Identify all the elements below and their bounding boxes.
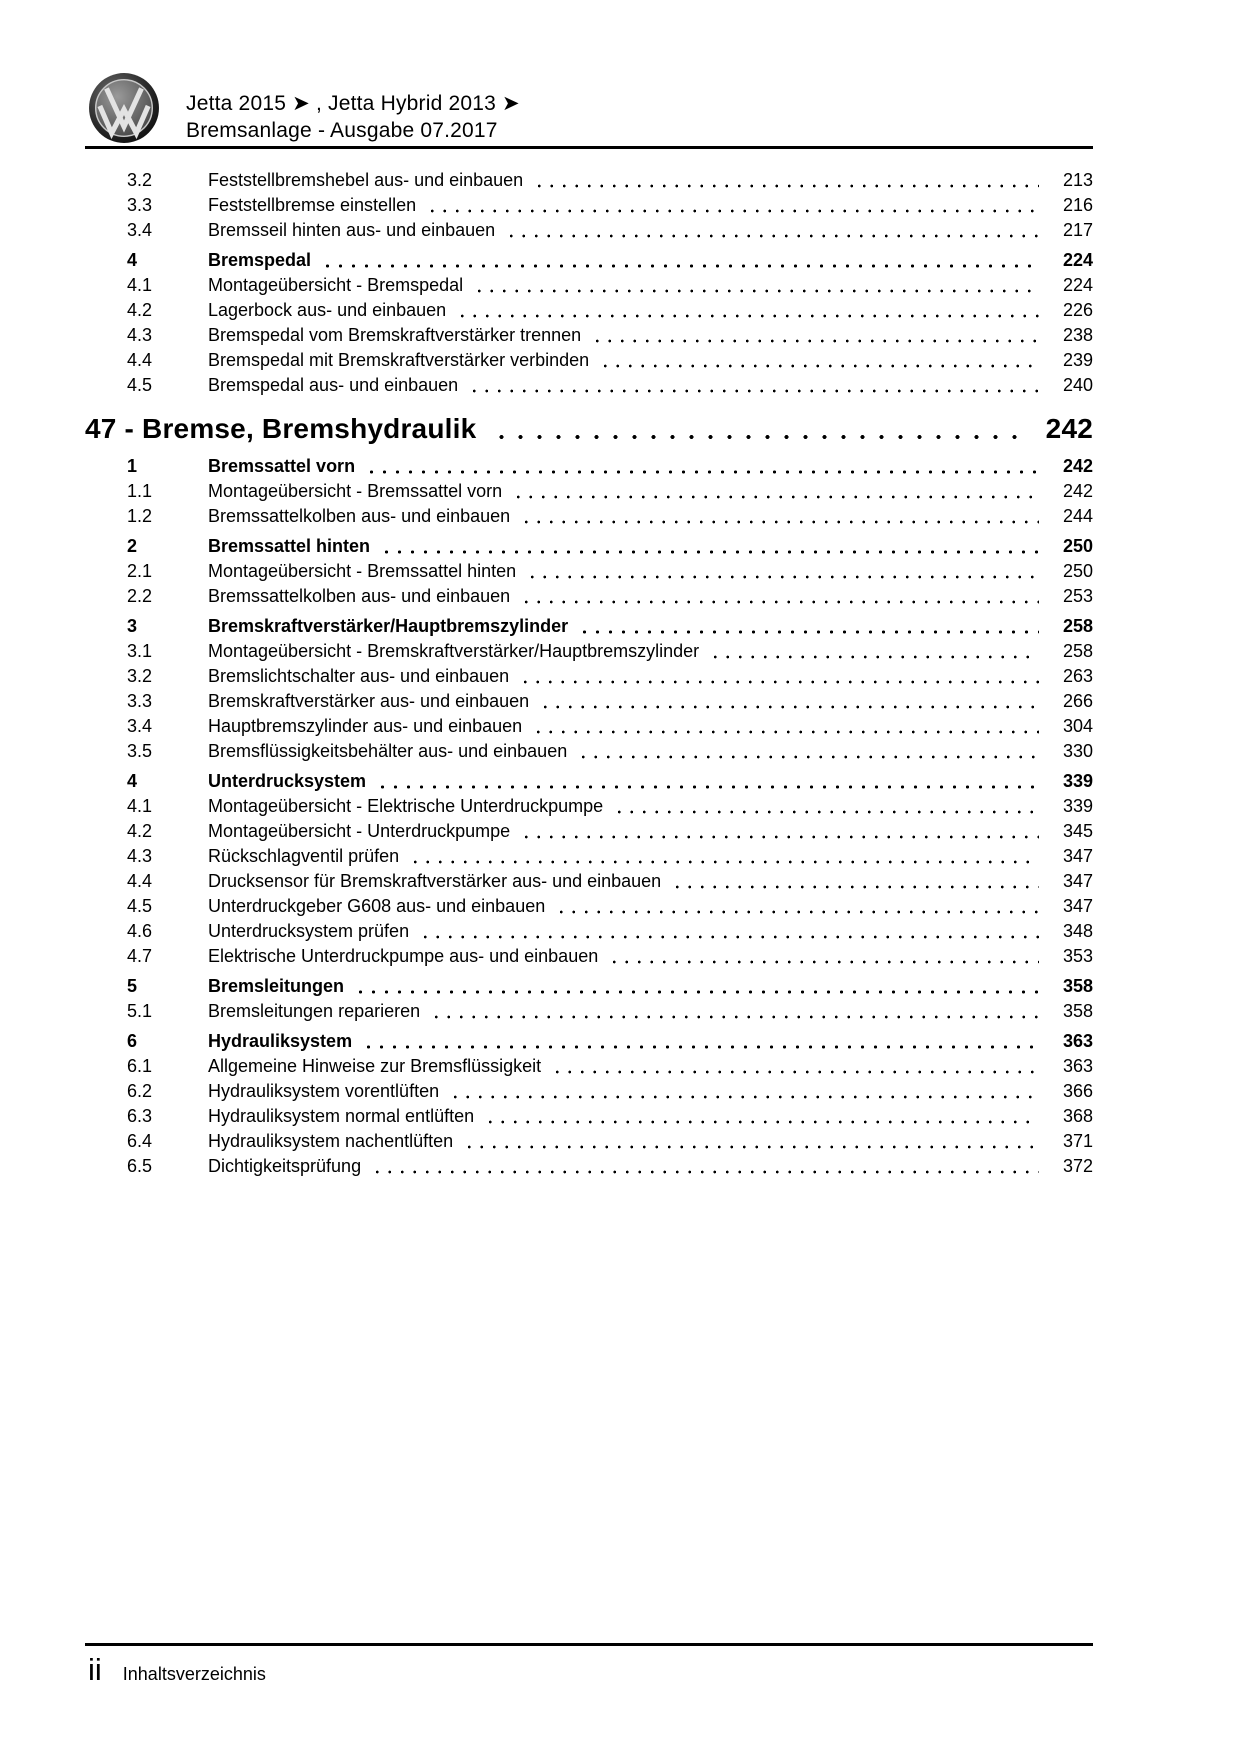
toc-entry-number: 4 xyxy=(127,250,138,270)
toc-entry-page: 330 xyxy=(1062,741,1093,761)
toc-entry xyxy=(85,584,1093,609)
toc-entry-page: 224 xyxy=(1062,275,1093,295)
toc-entry xyxy=(85,1029,1093,1054)
toc-entry-number: 3.1 xyxy=(127,641,153,661)
toc-entry xyxy=(85,974,1093,999)
toc-entry-number: 4 xyxy=(127,771,138,791)
toc-entry xyxy=(85,919,1093,944)
toc-entry-page: 372 xyxy=(1062,1156,1093,1176)
toc-entry-page: 348 xyxy=(1062,921,1093,941)
toc-dot-leader xyxy=(449,1079,1039,1104)
toc-entry xyxy=(85,373,1093,398)
toc-entry-title: Hydrauliksystem normal entlüften xyxy=(208,1106,475,1126)
toc-entry-title: Elektrische Unterdruckpumpe aus- und einbauen xyxy=(208,946,599,966)
toc-dot-leader xyxy=(430,999,1039,1024)
toc-entry-title: Bremssattelkolben aus- und einbauen xyxy=(208,586,511,606)
toc-entry-title: Bremsflüssigkeitsbehälter aus- und einbauen xyxy=(208,741,568,761)
toc-entry-page: 358 xyxy=(1062,1001,1093,1021)
toc-entry xyxy=(85,1054,1093,1079)
toc-entry-page: 216 xyxy=(1062,195,1093,215)
toc-dot-leader xyxy=(532,714,1039,739)
toc-entry-number: 3.2 xyxy=(127,666,153,686)
toc-entry-title: Hydrauliksystem vorentlüften xyxy=(208,1081,440,1101)
toc-entry-title: Bremssattel hinten xyxy=(208,536,371,556)
toc-entry-page: 347 xyxy=(1062,871,1093,891)
toc-entry xyxy=(85,844,1093,869)
toc-entry xyxy=(85,168,1093,193)
toc-entry xyxy=(85,193,1093,218)
toc-entry-page: 371 xyxy=(1062,1131,1093,1151)
header-edition-line: Bremsanlage - Ausgabe 07.2017 xyxy=(186,119,498,142)
toc-dot-leader xyxy=(376,769,1039,794)
toc-entry xyxy=(85,739,1093,764)
toc-entry xyxy=(85,323,1093,348)
toc-entry-title: Unterdrucksystem xyxy=(208,771,367,791)
toc-entry-number: 4.1 xyxy=(127,796,153,816)
toc-entry-title: Dichtigkeitsprüfung xyxy=(208,1156,362,1176)
toc-entry-number: 4.6 xyxy=(127,921,153,941)
toc-entry-page: 242 xyxy=(1062,481,1093,501)
toc-entry-number: 6.3 xyxy=(127,1106,153,1126)
toc-entry-number: 6.4 xyxy=(127,1131,153,1151)
toc-entry-title: Bremsleitungen reparieren xyxy=(208,1001,421,1021)
toc-dot-leader xyxy=(709,639,1039,664)
toc-entry-number: 3.4 xyxy=(127,716,153,736)
toc-entry-page: 266 xyxy=(1062,691,1093,711)
toc-entry-page: 239 xyxy=(1062,350,1093,370)
toc-entry-number: 1 xyxy=(127,456,138,476)
toc-entry-title: Bremslichtschalter aus- und einbauen xyxy=(208,666,510,686)
toc-entry-title: Bremskraftverstärker/Hauptbremszylinder xyxy=(208,616,569,636)
toc-entry-page: 358 xyxy=(1062,976,1093,996)
toc-entry-number: 3.3 xyxy=(127,195,153,215)
toc-dot-leader xyxy=(505,218,1039,243)
toc-entry-number: 2 xyxy=(127,536,138,556)
toc-entry xyxy=(85,714,1093,739)
toc-entry-title: Bremsseil hinten aus- und einbauen xyxy=(208,220,496,240)
toc-entry-title: Hydrauliksystem xyxy=(208,1031,353,1051)
toc-entry-title: Bremspedal vom Bremskraftverstärker trennen xyxy=(208,325,582,345)
toc-entry-page: 368 xyxy=(1062,1106,1093,1126)
toc-entry-page: 242 xyxy=(1062,456,1093,476)
toc-entry-page: 258 xyxy=(1062,641,1093,661)
toc-dot-leader xyxy=(512,479,1039,504)
toc-entry-page: 366 xyxy=(1062,1081,1093,1101)
toc-entry-number: 4.2 xyxy=(127,821,153,841)
toc-entry-number: 4.1 xyxy=(127,275,153,295)
toc-entry-number: 6 xyxy=(127,1031,138,1051)
toc-entry-number: 4.5 xyxy=(127,375,153,395)
toc-entry-title: Hauptbremszylinder aus- und einbauen xyxy=(208,716,523,736)
toc-entry xyxy=(85,559,1093,584)
toc-entry-title: Montageübersicht - Bremssattel vorn xyxy=(208,481,503,501)
toc-entry-page: 242 xyxy=(1045,413,1093,444)
toc-entry xyxy=(85,218,1093,243)
toc-dot-leader xyxy=(539,689,1039,714)
toc-dot-leader xyxy=(484,1104,1039,1129)
header-title-block xyxy=(186,70,520,144)
toc-dot-leader xyxy=(371,1154,1039,1179)
toc-entry-title: Rückschlagventil prüfen xyxy=(208,846,400,866)
toc-entry-number: 4.2 xyxy=(127,300,153,320)
toc-dot-leader xyxy=(555,894,1039,919)
toc-entry-title: Montageübersicht - Bremssattel hinten xyxy=(208,561,517,581)
toc-entry-page: 353 xyxy=(1062,946,1093,966)
toc-dot-leader xyxy=(520,584,1039,609)
toc-dot-leader xyxy=(365,454,1039,479)
toc-entry-title: Unterdruckgeber G608 aus- und einbauen xyxy=(208,896,546,916)
toc-dot-leader xyxy=(613,794,1039,819)
toc-entry-title: Feststellbremse einstellen xyxy=(208,195,417,215)
toc-entry xyxy=(85,689,1093,714)
toc-entry-page: 339 xyxy=(1062,771,1093,791)
toc-entry-number: 1.1 xyxy=(127,481,153,501)
toc-dot-leader xyxy=(671,869,1039,894)
toc-dot-leader xyxy=(492,409,1025,449)
toc-entry-number: 3.5 xyxy=(127,741,153,761)
toc-entry-number: 4.7 xyxy=(127,946,153,966)
toc-dot-leader xyxy=(409,844,1039,869)
toc-dot-leader xyxy=(520,504,1039,529)
toc-entry-page: 258 xyxy=(1062,616,1093,636)
toc-entry-number: 6.1 xyxy=(127,1056,153,1076)
toc-entry-number: 2.1 xyxy=(127,561,153,581)
toc-entry xyxy=(85,248,1093,273)
toc-entry xyxy=(85,454,1093,479)
toc-dot-leader xyxy=(577,739,1039,764)
toc-entry-page: 250 xyxy=(1062,561,1093,581)
toc-entry xyxy=(85,1129,1093,1154)
toc-entry xyxy=(85,819,1093,844)
toc-entry xyxy=(85,298,1093,323)
toc-entry-page: 244 xyxy=(1062,506,1093,526)
toc-entry xyxy=(85,534,1093,559)
toc-chapter-entry xyxy=(85,409,1093,449)
toc-entry xyxy=(85,1079,1093,1104)
toc-dot-leader xyxy=(533,168,1039,193)
toc-entry-number: 5.1 xyxy=(127,1001,153,1021)
toc-dot-leader xyxy=(380,534,1039,559)
toc-entry-title: 47 - Bremse, Bremshydraulik xyxy=(85,413,477,444)
toc-entry xyxy=(85,273,1093,298)
toc-entry-title: Montageübersicht - Bremskraftverstärker/Hauptbremszylinder xyxy=(208,641,700,661)
toc-entry-title: Bremsleitungen xyxy=(208,976,345,996)
toc-entry xyxy=(85,944,1093,969)
toc-entry-number: 3.3 xyxy=(127,691,153,711)
toc-entry-page: 363 xyxy=(1062,1031,1093,1051)
toc-entry-page: 363 xyxy=(1062,1056,1093,1076)
toc-entry xyxy=(85,1154,1093,1179)
toc-dot-leader xyxy=(520,819,1039,844)
toc-entry-title: Montageübersicht - Bremspedal xyxy=(208,275,464,295)
toc-dot-leader xyxy=(426,193,1039,218)
toc-entry-page: 347 xyxy=(1062,846,1093,866)
toc-entry-number: 6.2 xyxy=(127,1081,153,1101)
toc-dot-leader xyxy=(608,944,1039,969)
toc-dot-leader xyxy=(519,664,1039,689)
vw-logo-icon xyxy=(88,72,160,144)
toc-dot-leader xyxy=(362,1029,1039,1054)
toc-dot-leader xyxy=(591,323,1039,348)
toc-entry-page: 238 xyxy=(1062,325,1093,345)
toc-entry xyxy=(85,639,1093,664)
toc-entry-title: Hydrauliksystem nachentlüften xyxy=(208,1131,454,1151)
toc-entry-page: 226 xyxy=(1062,300,1093,320)
page-header xyxy=(88,70,1093,144)
toc-entry-page: 224 xyxy=(1062,250,1093,270)
header-model-line: Jetta 2015 ➤ , Jetta Hybrid 2013 ➤ xyxy=(186,92,520,115)
toc-entry-title: Drucksensor für Bremskraftverstärker aus- und einbauen xyxy=(208,871,662,891)
toc-entry xyxy=(85,479,1093,504)
toc-entry xyxy=(85,769,1093,794)
toc-entry-title: Unterdrucksystem prüfen xyxy=(208,921,410,941)
toc-entry-title: Bremskraftverstärker aus- und einbauen xyxy=(208,691,530,711)
toc-entry-number: 3.2 xyxy=(127,170,153,190)
toc-entry-title: Montageübersicht - Elektrische Unterdruckpumpe xyxy=(208,796,604,816)
toc-entry xyxy=(85,869,1093,894)
toc-entry-page: 250 xyxy=(1062,536,1093,556)
toc-entry xyxy=(85,1104,1093,1129)
toc-entry-number: 3 xyxy=(127,616,138,636)
toc-dot-leader xyxy=(463,1129,1039,1154)
toc-dot-leader xyxy=(468,373,1039,398)
toc-entry xyxy=(85,664,1093,689)
toc-entry-page: 345 xyxy=(1062,821,1093,841)
page-footer xyxy=(88,1652,266,1688)
toc-entry-page: 263 xyxy=(1062,666,1093,686)
toc-entry-title: Lagerbock aus- und einbauen xyxy=(208,300,447,320)
toc-entry-page: 347 xyxy=(1062,896,1093,916)
toc-entry-number: 4.4 xyxy=(127,871,153,891)
toc-entry-title: Bremspedal mit Bremskraftverstärker verbinden xyxy=(208,350,590,370)
toc-entry-title: Bremspedal xyxy=(208,250,312,270)
footer-page-number: ii xyxy=(88,1652,102,1687)
toc-entry-number: 5 xyxy=(127,976,138,996)
toc-entry-title: Bremspedal aus- und einbauen xyxy=(208,375,459,395)
toc-entry xyxy=(85,504,1093,529)
toc-entry-number: 1.2 xyxy=(127,506,153,526)
toc-entry-number: 2.2 xyxy=(127,586,153,606)
toc-entry xyxy=(85,894,1093,919)
toc-entry-number: 4.3 xyxy=(127,325,153,345)
toc-entry-title: Allgemeine Hinweise zur Bremsflüssigkeit xyxy=(208,1056,542,1076)
toc-dot-leader xyxy=(473,273,1039,298)
toc-list xyxy=(85,168,1093,1179)
toc-entry-page: 339 xyxy=(1062,796,1093,816)
toc-entry-title: Bremssattel vorn xyxy=(208,456,356,476)
footer-divider xyxy=(85,1643,1093,1646)
toc-entry-page: 253 xyxy=(1062,586,1093,606)
toc-entry-number: 4.5 xyxy=(127,896,153,916)
toc-entry xyxy=(85,999,1093,1024)
toc-dot-leader xyxy=(578,614,1039,639)
toc-dot-leader xyxy=(551,1054,1039,1079)
toc-entry-page: 213 xyxy=(1062,170,1093,190)
toc-entry-title: Bremssattelkolben aus- und einbauen xyxy=(208,506,511,526)
toc-dot-leader xyxy=(419,919,1039,944)
toc-entry xyxy=(85,348,1093,373)
toc-dot-leader xyxy=(456,298,1039,323)
header-divider xyxy=(85,146,1093,149)
toc-entry-number: 4.3 xyxy=(127,846,153,866)
toc-dot-leader xyxy=(354,974,1039,999)
toc-dot-leader xyxy=(599,348,1039,373)
toc-entry xyxy=(85,794,1093,819)
toc-dot-leader xyxy=(526,559,1039,584)
toc-entry-number: 4.4 xyxy=(127,350,153,370)
toc-entry-page: 240 xyxy=(1062,375,1093,395)
toc-entry-title: Feststellbremshebel aus- und einbauen xyxy=(208,170,524,190)
toc-entry-number: 3.4 xyxy=(127,220,153,240)
toc-entry-page: 304 xyxy=(1062,716,1093,736)
toc-dot-leader xyxy=(321,248,1039,273)
toc-entry-number: 6.5 xyxy=(127,1156,153,1176)
footer-label: Inhaltsverzeichnis xyxy=(122,1664,266,1684)
toc-entry-page: 217 xyxy=(1062,220,1093,240)
toc-entry xyxy=(85,614,1093,639)
toc-entry-title: Montageübersicht - Unterdruckpumpe xyxy=(208,821,511,841)
